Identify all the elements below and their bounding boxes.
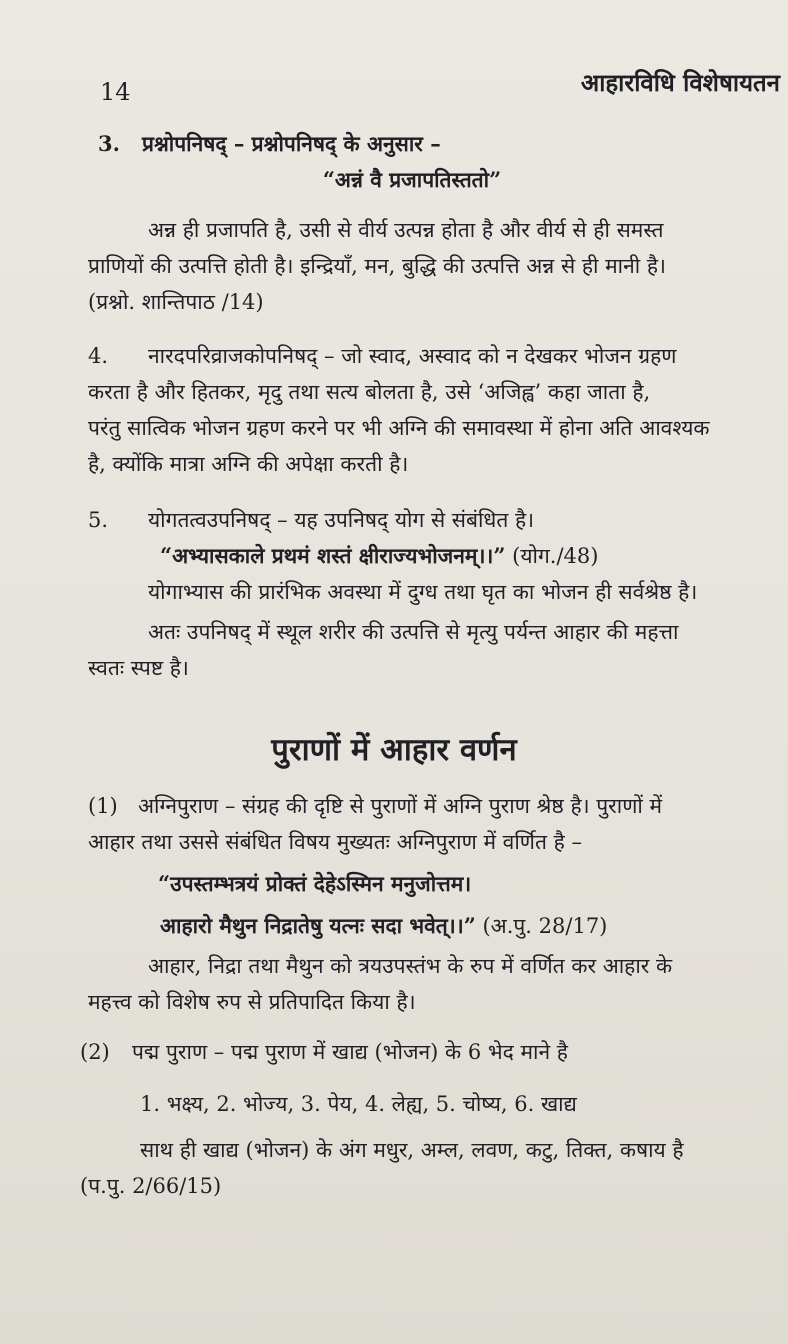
section-3-heading-text: प्रश्नोपनिषद् – प्रश्नोपनिषद् के अनुसार – xyxy=(142,131,441,156)
section-5-paragraph xyxy=(88,502,764,686)
text-line: अतः उपनिषद् में स्थूल शरीर की उत्पत्ति से मृत्यु पर्यन्त आहार की महत्ता xyxy=(148,620,679,644)
reference: (प्रश्नो. शान्तिपाठ /14) xyxy=(88,290,264,314)
text-line: अग्निपुराण – संग्रह की दृष्टि से पुराणों में अग्नि पुराण श्रेष्ठ है। पुराणों में xyxy=(138,794,663,818)
section-4-paragraph xyxy=(88,338,764,482)
purana-1-quote: आहारो मैथुन निद्रातेषु यत्नः सदा भवेत्।।” xyxy=(160,913,476,938)
text-line: नारदपरिव्राजकोपनिषद् – जो स्वाद, अस्वाद को न देखकर भोजन ग्रहण xyxy=(148,344,677,368)
text-line: अन्न ही प्रजापति है, उसी से वीर्य उत्पन्न होता है और वीर्य से ही समस्त xyxy=(148,218,664,242)
text-line: पद्म पुराण – पद्म पुराण में खाद्य (भोजन) के 6 भेद माने है xyxy=(132,1040,568,1064)
section-3-paragraph xyxy=(88,212,764,320)
text-line: महत्त्व को विशेष रुप से प्रतिपादित किया है। xyxy=(88,990,416,1014)
purana-1-quote-line: “उपस्तम्भत्रयं प्रोक्तं देहेऽस्मिन मनुजोत्तम। xyxy=(158,871,472,896)
running-head: आहारविधि विशेषायतन xyxy=(580,68,780,97)
section-3-heading xyxy=(98,126,764,162)
reference: (अ.पु. 28/17) xyxy=(482,914,608,938)
purana-2-heading xyxy=(80,1034,764,1070)
text-line: परंतु सात्विक भोजन ग्रहण करने पर भी अग्नि की समावस्था में होना अति आवश्यक xyxy=(88,416,710,440)
text-line: करता है और हितकर, मृदु तथा सत्य बोलता है, उसे ‘अजिह्व’ कहा जाता है, xyxy=(88,380,651,404)
section-5-number: 5. xyxy=(88,508,109,532)
text-line: प्राणियों की उत्पत्ति होती है। इन्द्रियाँ, मन, बुद्धि की उत्पत्ति अन्न से ही मानी है। xyxy=(88,254,666,278)
section-title: पुराणों में आहार वर्णन xyxy=(271,732,517,768)
section-5-quote-line xyxy=(88,538,764,574)
text-line: योगाभ्यास की प्रारंभिक अवस्था में दुग्ध तथा घृत का भोजन ही सर्वश्रेष्ठ है। xyxy=(148,580,698,604)
text-line: है, क्योंकि मात्रा अग्नि की अपेक्षा करती है। xyxy=(88,452,409,476)
reference: (योग./48) xyxy=(512,544,599,568)
purana-2-number: (2) xyxy=(80,1040,110,1064)
text-line: आहार, निद्रा तथा मैथुन को त्रयउपस्तंभ के रुप में वर्णित कर आहार के xyxy=(148,954,673,978)
purana-1-number: (1) xyxy=(88,794,118,818)
text-line: साथ ही खाद्य (भोजन) के अंग मधुर, अम्ल, लवण, कटु, तिक्त, कषाय है xyxy=(140,1138,684,1162)
reference: (प.पु. 2/66/15) xyxy=(80,1174,222,1198)
purana-1-paragraph xyxy=(88,788,764,1020)
purana-2-list: 1. भक्ष्य, 2. भोज्य, 3. पेय, 4. लेह्य, 5. चोष्य, 6. खाद्य xyxy=(140,1092,577,1116)
text-line: आहार तथा उससे संबंधित विषय मुख्यतः अग्निपुराण में वर्णित है – xyxy=(88,830,582,854)
section-3-number: 3. xyxy=(98,131,120,156)
text-line: योगतत्वउपनिषद् – यह उपनिषद् योग से संबंधित है। xyxy=(148,508,535,532)
purana-2-paragraph xyxy=(80,1132,764,1204)
page-number: 14 xyxy=(100,78,131,106)
section-3-quote: “अन्नं वै प्रजापतिस्ततो” xyxy=(322,167,502,192)
text-line: स्वतः स्पष्ट है। xyxy=(88,656,189,680)
section-4-number: 4. xyxy=(88,344,109,368)
section-5-quote: “अभ्यासकाले प्रथमं शस्तं क्षीराज्यभोजनम्।।” xyxy=(160,543,506,568)
purana-1-quote-line xyxy=(88,908,764,944)
